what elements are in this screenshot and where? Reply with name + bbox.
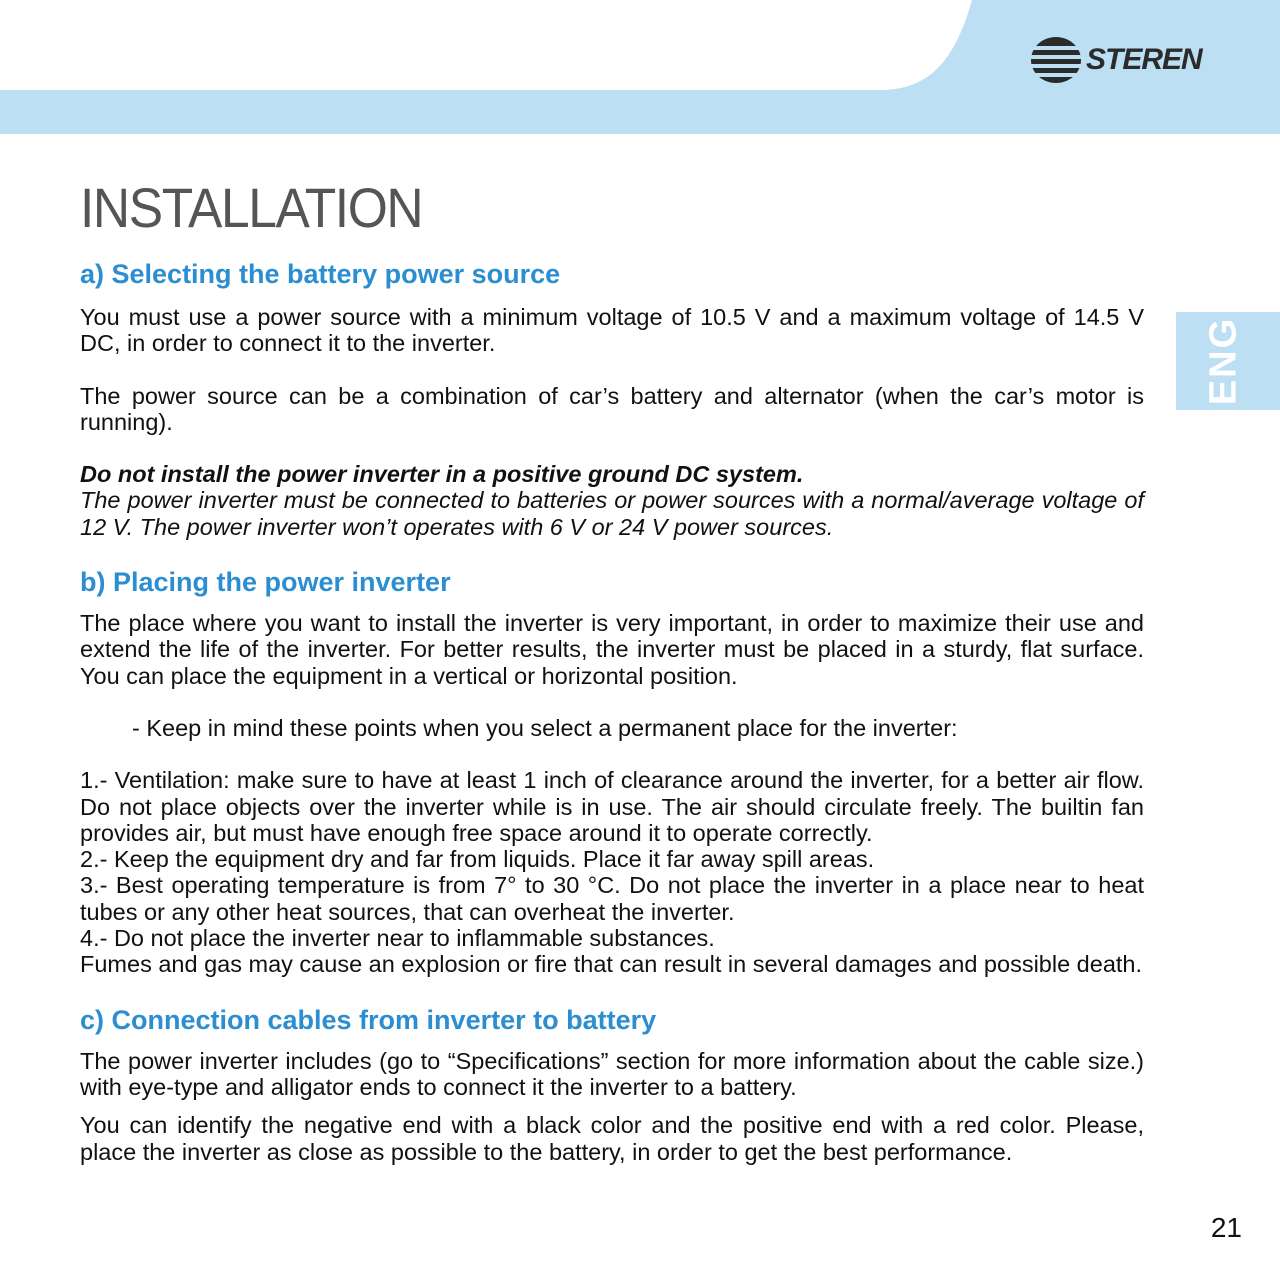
- section-a-warning-bold: Do not install the power inverter in a positive ground DC system.: [80, 461, 804, 488]
- section-a-warning-italic: The power inverter must be connected to batteries or power sources with a normal/average voltage of 12 V. The power inverter won’t operates with 6 V or 24 V power sources.: [80, 487, 1144, 540]
- section-c-heading: c) Connection cables from inverter to battery: [80, 1004, 657, 1035]
- section-a-paragraph-1: You must use a power source with a minimum voltage of 10.5 V and a maximum voltage of 14.5 V DC, in order to connect it to the inverter.: [80, 304, 1144, 357]
- page-title: INSTALLATION: [80, 176, 423, 239]
- section-b-note: - Keep in mind these points when you select a permanent place for the inverter:: [132, 714, 958, 741]
- section-c-paragraph-1: The power inverter includes (go to “Specifications” section for more information about the cable size.) with eye-type and alligator ends to connect it the inverter to a battery.: [80, 1047, 1144, 1100]
- section-a-paragraph-2: The power source can be a combination of car’s battery and alternator (when the car’s motor is running).: [80, 382, 1144, 435]
- page-content: [80, 176, 1144, 1165]
- section-b-point-4: 4.- Do not place the inverter near to inflammable substances.: [80, 925, 715, 952]
- section-c-paragraph-2: You can identify the negative end with a black color and the positive end with a red color. Please, place the inverter as close as possible to the battery, in order to get the best performance.: [80, 1112, 1144, 1165]
- language-tab-label: ENG: [1202, 316, 1245, 406]
- section-b-paragraph-1: The place where you want to install the inverter is very important, in order to maximize their use and extend the life of the inverter. For better results, the inverter must be placed in a sturdy, flat surface. You can place the equipment in a vertical or horizontal position.: [80, 610, 1144, 689]
- section-b-point-1: 1.- Ventilation: make sure to have at least 1 inch of clearance around the inverter, for a better air flow. Do not place objects over the inverter while is in use. The air should circulate freely. The builtin fan provides air, but must have enough free space around it to operate correctly.: [80, 767, 1144, 846]
- page-number: 21: [1210, 1212, 1242, 1243]
- steren-logo-icon: [1028, 34, 1084, 86]
- section-b-point-2: 2.- Keep the equipment dry and far from liquids. Place it far away spill areas.: [80, 846, 875, 873]
- brand-name: STEREN: [1086, 43, 1202, 76]
- section-a-heading: a) Selecting the battery power source: [80, 259, 561, 289]
- steren-logo: [1028, 34, 1202, 86]
- section-b-point-3: 3.- Best operating temperature is from 7° to 30 °C. Do not place the inverter in a place near to heat tubes or any other heat sources, that can overheat the inverter.: [80, 872, 1144, 925]
- section-b-fumes-warning: Fumes and gas may cause an explosion or fire that can result in several damages and possible death.: [80, 951, 1143, 978]
- section-b-heading: b) Placing the power inverter: [80, 567, 451, 598]
